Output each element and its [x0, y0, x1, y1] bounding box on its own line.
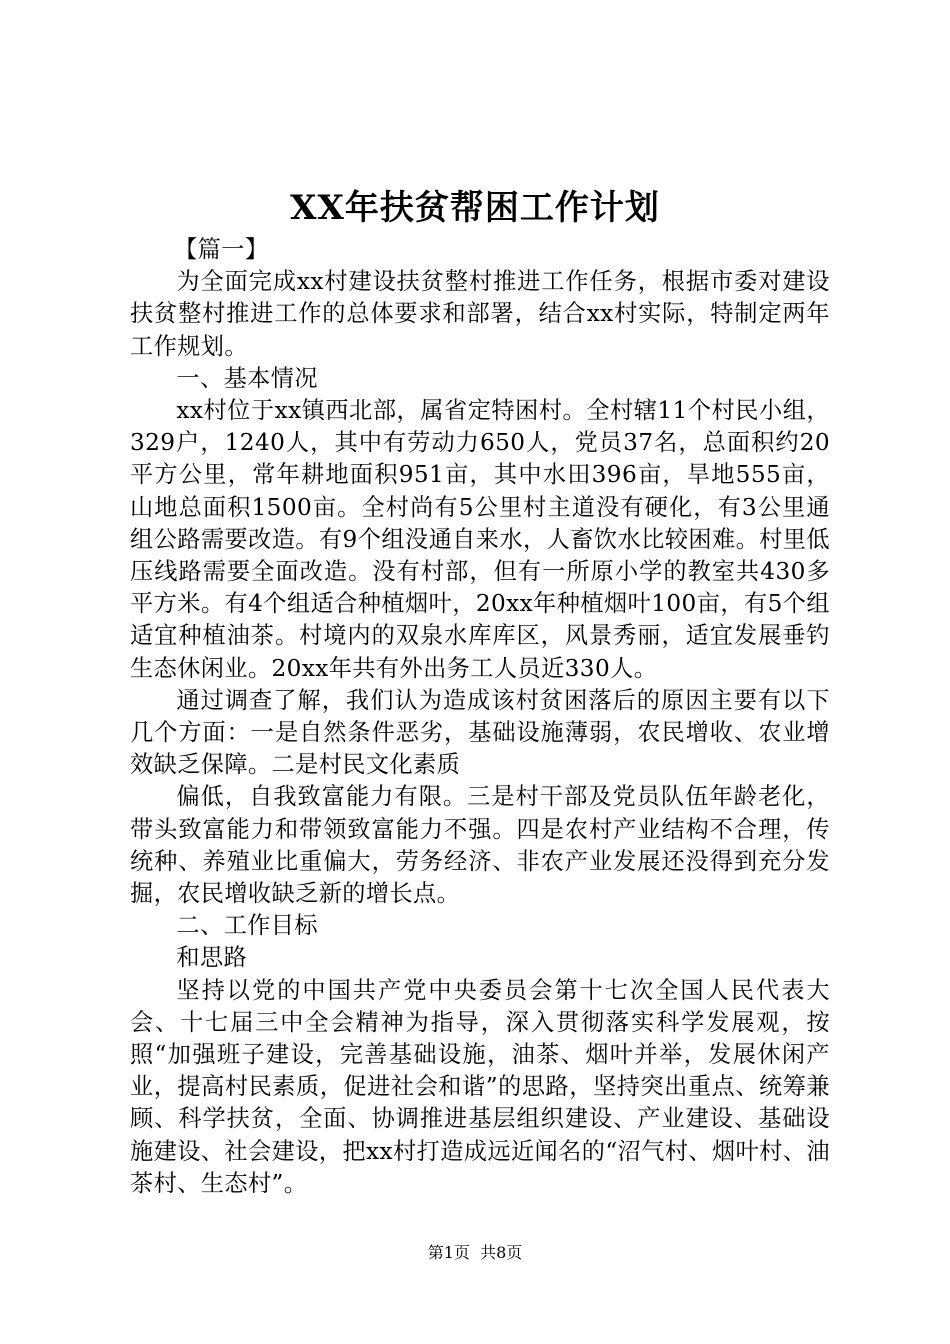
- page-footer: [0, 1242, 950, 1264]
- section-heading-basic-info: 一、基本情况: [176, 364, 318, 392]
- survey-continued-paragraph: 偏低，自我致富能力有限。三是村干部及党员队伍年龄老化，带头致富能力和带领致富能力不强。四是农村产业结构不合理，传统种、养殖业比重偏大，劳务经济、非农产业发展还没得到充分发掘，农民增收缺乏新的增长点。: [130, 783, 830, 908]
- document-body: [130, 234, 830, 1200]
- document-title: XX年扶贫帮困工作计划: [290, 188, 660, 228]
- section-heading-goals-continued: 和思路: [176, 944, 248, 972]
- survey-paragraph: 通过调查了解，我们认为造成该村贫困落后的原因主要有以下几个方面：一是自然条件恶劣，基础设施薄弱，农民增收、农业增效缺乏保障。二是村民文化素质: [130, 686, 830, 779]
- intro-paragraph: 为全面完成xx村建设扶贫整村推进工作任务，根据市委对建设扶贫整村推进工作的总体要求和部署，结合xx村实际，特制定两年工作规划。: [130, 268, 830, 360]
- guiding-principle-paragraph: 坚持以党的中国共产党中央委员会第十七次全国人民代表大会、十七届三中全会精神为指导，深入贯彻落实科学发展观，按照“加强班子建设，完善基础设施，油茶、烟叶并举，发展休闲产业，提高村民素质，促进社会和谐”的思路，坚持突出重点、统筹兼顾、科学扶贫，全面、协调推进基层组织建设、产业建设、基础设施建设、社会建设，把xx村打造成远近闻名的“沼气村、烟叶村、油茶村、生态村”。: [130, 976, 830, 1197]
- section-heading-goals: 二、工作目标: [176, 912, 318, 940]
- basic-info-paragraph: xx村位于xx镇西北部，属省定特困村。全村辖11个村民小组，329户，1240人，其中有劳动力650人，党员37名，总面积约20平方公里，常年耕地面积951亩，其中水田396亩，旱地555亩，山地总面积1500亩。全村尚有5公里村主道没有硬化，有3公里通组公路需要改造。有9个组没通自来水，人畜饮水比较困难。村里低压线路需要全面改造。没有村部，但有一所原小学的教室共430多平方米。有4个组适合种植烟叶，20xx年种植烟叶100亩，有5个组适宜种植油茶。村境内的双泉水库库区，风景秀丽，适宜发展垂钓生态休闲业。20xx年共有外出务工人员近330人。: [130, 397, 830, 682]
- section-marker: 【篇一】: [174, 236, 269, 263]
- page-number-label: 第1页 共8页: [427, 1243, 523, 1262]
